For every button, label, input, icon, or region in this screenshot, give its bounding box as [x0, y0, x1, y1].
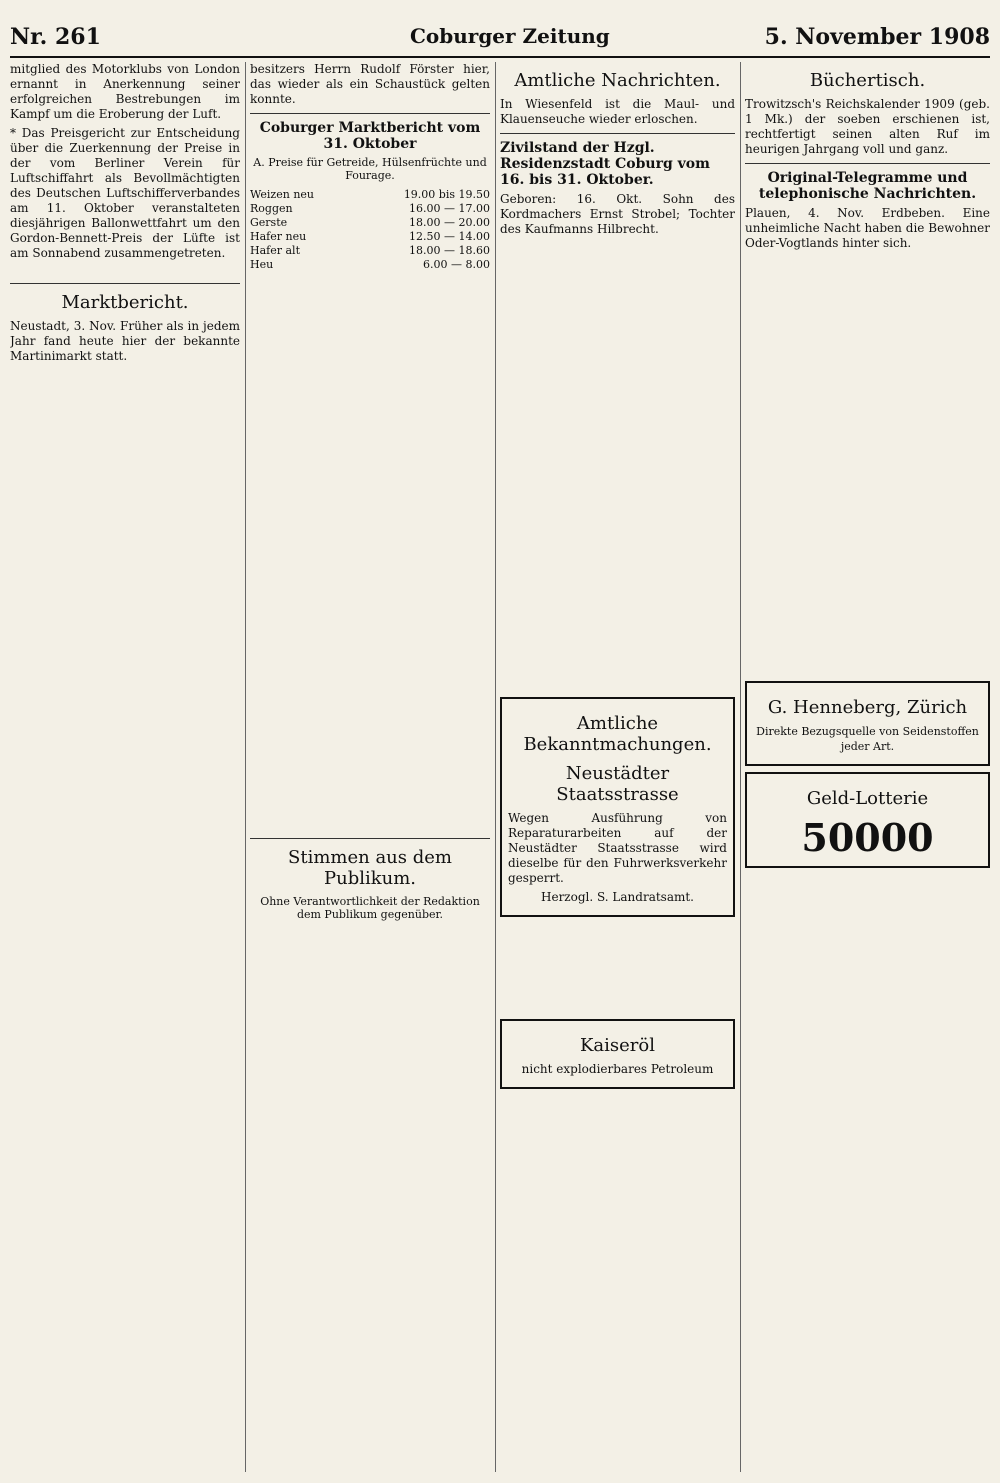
price-row: Roggen 16.00 — 17.00: [250, 202, 490, 215]
official-announcement: [500, 697, 735, 917]
lottery-title: Geld-Lotterie: [806, 788, 929, 809]
price-row: Hafer alt 18.00 — 18.60: [250, 244, 490, 257]
henneberg-company: G. Henneberg, Zürich: [767, 697, 968, 718]
article-paragraph: Neustadt, 3. Nov. Früher als in jedem Jahr fand heute hier der bekannte Martinimarkt statt.: [10, 319, 240, 363]
column-2: [250, 62, 490, 1472]
article-paragraph: Trowitzsch's Reichskalender 1909 (geb. 1 Mk.) der soeben erschienen ist, rechtfertigt seinen alten Ruf im heurigen Jahrgang voll und ganz.: [745, 97, 990, 156]
lottery-amount: 50000: [801, 815, 934, 860]
column-4: [745, 62, 990, 1472]
issue-date: 5. November 1908: [764, 24, 990, 50]
civil-register-title: Zivilstand der Hzgl. Residenzstadt Coburg vom 16. bis 31. Oktober.: [500, 140, 710, 188]
paper-title: Coburger Zeitung: [410, 24, 610, 48]
article-paragraph: Plauen, 4. Nov. Erdbeben. Eine unheimliche Nacht haben die Bewohner Oder-Vogtlands hinter sich.: [745, 206, 990, 250]
kaiseroel-title: Kaiseröl: [579, 1035, 656, 1056]
letters-title: Stimmen aus dem Publikum.: [288, 847, 452, 889]
henneberg-ad: [745, 681, 990, 766]
market-report-title: Coburger Marktbericht vom 31. Oktober: [259, 120, 481, 152]
column-3: [500, 62, 735, 1472]
street-name: Neustädter Staatsstrasse: [556, 763, 679, 805]
article-paragraph: besitzers Herrn Rudolf Förster hier, das wieder als ein Schaustück gelten konnte.: [250, 62, 490, 106]
masthead: [10, 6, 990, 58]
article-paragraph: mitglied des Motorklubs von London ernannt in Anerkennung seiner erfolgreichen Bestrebungen im Kampf um die Eroberung der Luft.: [10, 62, 240, 121]
column-divider: [495, 62, 496, 1472]
page-number: Nr. 261: [10, 24, 101, 50]
kaiseroel-ad: [500, 1019, 735, 1089]
books-title: Büchertisch.: [809, 70, 926, 91]
official-news-title: Amtliche Nachrichten.: [514, 70, 721, 91]
announcement-text: Wegen Ausführung von Reparaturarbeiten auf der Neustädter Staatsstrasse wird dieselbe für den Fuhrwerksverkehr gesperrt.: [508, 811, 727, 885]
column-1: [10, 62, 240, 1472]
price-row: Gerste 18.00 — 20.00: [250, 216, 490, 229]
article-paragraph: In Wiesenfeld ist die Maul- und Klauenseuche wieder erloschen.: [500, 97, 735, 126]
section-title: Marktbericht.: [61, 292, 189, 313]
column-divider: [740, 62, 741, 1472]
article-paragraph: Geboren: 16. Okt. Sohn des Kordmachers Ernst Strobel; Tochter des Kaufmanns Hilbrecht.: [500, 192, 735, 236]
announcement-signature: Herzogl. S. Landratsamt.: [541, 890, 694, 904]
henneberg-subtitle: Direkte Bezugsquelle von Seidenstoffen jeder Art.: [756, 725, 979, 753]
article-paragraph: * Das Preisgericht zur Entscheidung über die Zuerkennung der Preise in der vom Berliner Verein für Luftschiffahrt als Bevollmächtigten des Deutschen Luftschifferverbandes am 11. Oktober veranstalteten diesjährigen Ballonwettfahrt um den Gordon-Bennett-Preis der Lüfte ist am Sonnabend zusammengetreten.: [10, 126, 240, 260]
price-list: [250, 188, 490, 272]
kaiseroel-text: nicht explodierbares Petroleum: [521, 1062, 714, 1076]
lottery-ad: [745, 772, 990, 868]
price-row: Weizen neu 19.00 bis 19.50: [250, 188, 490, 201]
letters-subtitle: Ohne Verantwortlichkeit der Redaktion dem Publikum gegenüber.: [260, 895, 480, 921]
market-report-subtitle: A. Preise für Getreide, Hülsenfrüchte und Fourage.: [253, 156, 487, 182]
price-row: Heu 6.00 — 8.00: [250, 258, 490, 271]
announcement-title: Amtliche Bekanntmachungen.: [523, 713, 712, 755]
price-row: Hafer neu 12.50 — 14.00: [250, 230, 490, 243]
column-divider: [245, 62, 246, 1472]
telegram-title: Original-Telegramme und telephonische Nachrichten.: [758, 170, 977, 202]
